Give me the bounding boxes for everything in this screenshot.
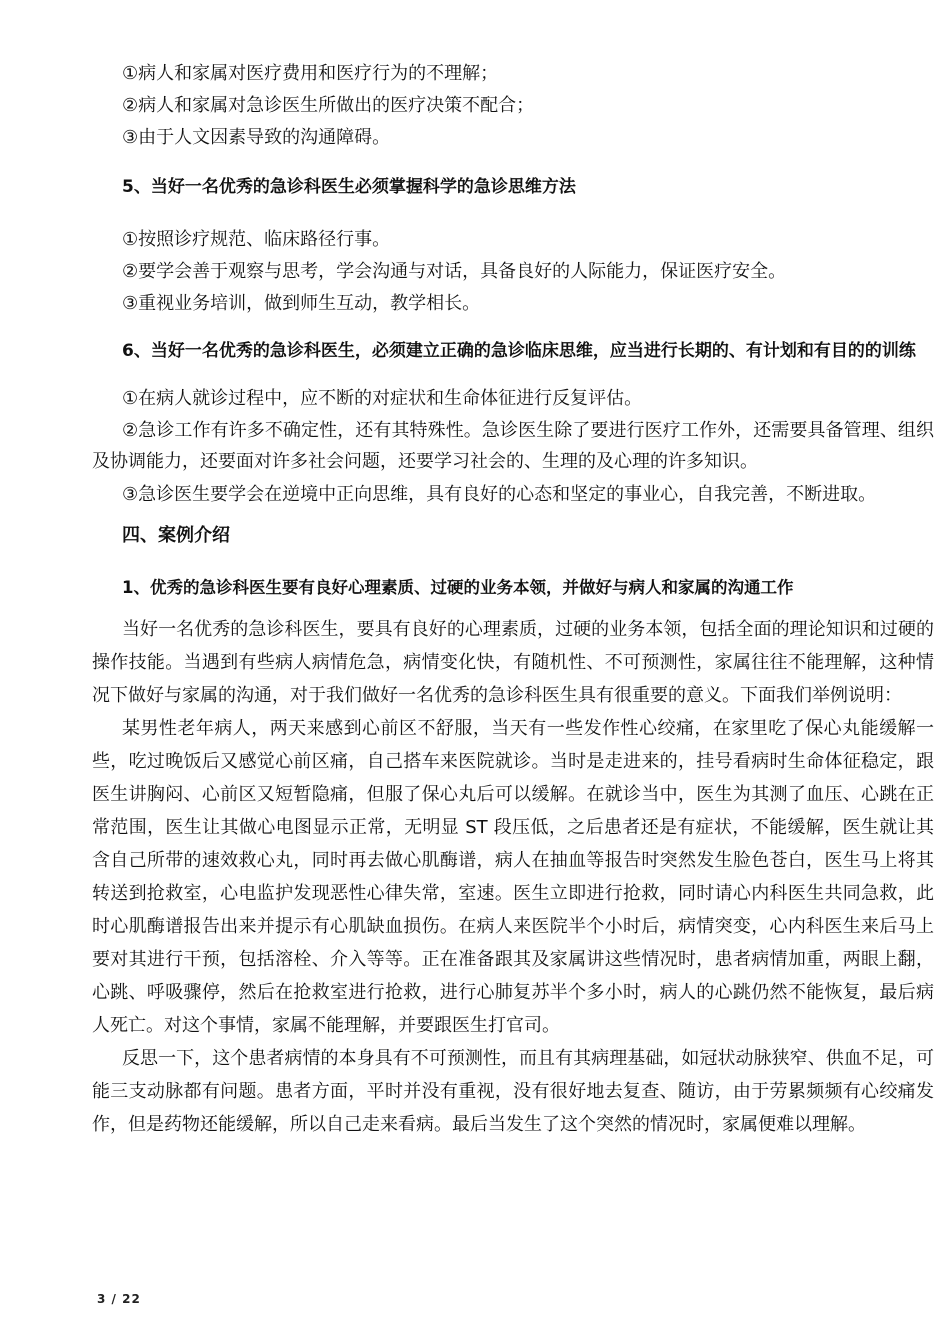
case-heading-1: 1、优秀的急诊科医生要有良好心理素质、过硬的业务本领，并做好与病人和家属的沟通工作 (122, 578, 794, 597)
section-heading-6: 6、当好一名优秀的急诊科医生，必须建立正确的急诊临床思维，应当进行长期的、有计划和有目的的训练 (122, 341, 916, 361)
page-content (92, 58, 934, 1141)
list-item: ①在病人就诊过程中，应不断的对症状和生命体征进行反复评估。 (122, 388, 643, 409)
section-heading-5: 5、当好一名优秀的急诊科医生必须掌握科学的急诊思维方法 (122, 177, 576, 197)
page-number: 3 / 22 (97, 1292, 141, 1306)
list-item: ③急诊医生要学会在逆境中正向思维，具有良好的心态和坚定的事业心，自我完善，不断进取。 (122, 484, 877, 505)
list-item: ②急诊工作有许多不确定性，还有其特殊性。急诊医生除了要进行医疗工作外，还需要具备管理、组织及协调能力，还要面对许多社会问题，还要学习社会的、生理的及心理的许多知识。 (92, 420, 934, 472)
list-item: ②要学会善于观察与思考，学会沟通与对话，具备良好的人际能力，保证医疗安全。 (122, 261, 787, 282)
list-item: ②病人和家属对急诊医生所做出的医疗决策不配合； (122, 95, 535, 116)
paragraph: 某男性老年病人，两天来感到心前区不舒服，当天有一些发作性心绞痛，在家里吃了保心丸能缓解一些，吃过晚饭后又感觉心前区痛，自己搭车来医院就诊。当时是走进来的，挂号看病时生命体征稳定，跟医生讲胸闷、心前区又短暂隐痛，但服了保心丸后可以缓解。在就诊当中，医生为其测了血压、心跳在正常范围，医生让其做心电图显示正常，无明显 ST 段压低，之后患者还是有症状，不能缓解，医生就让其含自己所带的速效救心丸，同时再去做心肌酶谱，病人在抽血等报告时突然发生脸色苍白，医生马上将其转送到抢救室，心电监护发现恶性心律失常，室速。医生立即进行抢救，同时请心内科医生共同急救，此时心肌酶谱报告出来并提示有心肌缺血损伤。在病人来医院半个小时后，病情突变，心内科医生来后马上要对其进行干预，包括溶栓、介入等等。正在准备跟其及家属讲这些情况时，患者病情加重，两眼上翻，心跳、呼吸骤停，然后在抢救室进行抢救，进行心肺复苏半个多小时，病人的心跳仍然不能恢复，最后病人死亡。对这个事情，家属不能理解，并要跟医生打官司。 (92, 718, 934, 1036)
list-item: ①病人和家属对医疗费用和医疗行为的不理解； (122, 63, 499, 84)
list-item: ③重视业务培训，做到师生互动，教学相长。 (122, 293, 481, 314)
section-heading-4: 四、案例介绍 (122, 525, 230, 546)
list-item: ①按照诊疗规范、临床路径行事。 (122, 229, 391, 250)
paragraph: 当好一名优秀的急诊科医生，要具有良好的心理素质，过硬的业务本领，包括全面的理论知识和过硬的操作技能。当遇到有些病人病情危急，病情变化快，有随机性、不可预测性，家属往往不能理解，这种情况下做好与家属的沟通，对于我们做好一名优秀的急诊科医生具有很重要的意义。下面我们举例说明： (92, 619, 934, 706)
paragraph: 反思一下，这个患者病情的本身具有不可预测性，而且有其病理基础，如冠状动脉狭窄、供血不足，可能三支动脉都有问题。患者方面，平时并没有重视，没有很好地去复查、随访，由于劳累频频有心绞痛发作，但是药物还能缓解，所以自己走来看病。最后当发生了这个突然的情况时，家属便难以理解。 (92, 1048, 934, 1135)
list-item: ③由于人文因素导致的沟通障碍。 (122, 127, 391, 148)
